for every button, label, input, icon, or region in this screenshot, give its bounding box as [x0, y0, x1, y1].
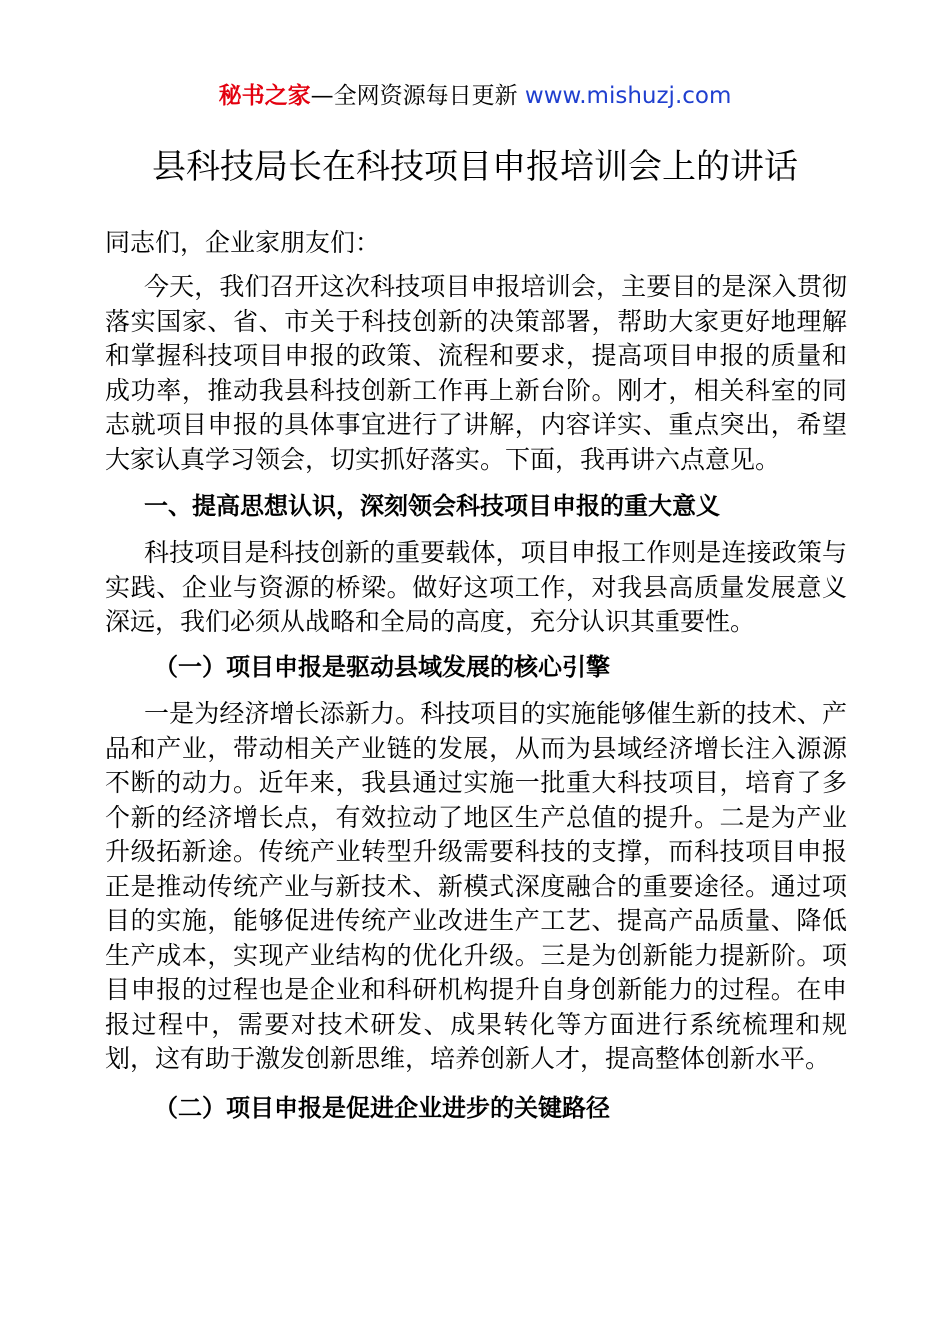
document-title: 县科技局长在科技项目申报培训会上的讲话 — [152, 147, 798, 187]
paragraph-intro: 今天，我们召开这次科技项目申报培训会，主要目的是深入贯彻落实国家、省、市关于科技创新的决策部署，帮助大家更好地理解和掌握科技项目申报的政策、流程和要求，提高项目申报的质量和成功率，推动我县科技创新工作再上新台阶。刚才，相关科室的同志就项目申报的具体事宜进行了讲解，内容详实、重点突出，希望大家认真学习领会，切实抓好落实。下面，我再讲六点意见。 — [105, 272, 847, 474]
site-brand: 秘书之家 — [218, 83, 311, 109]
site-url-link[interactable]: www.mishuzj.com — [524, 83, 732, 109]
site-header — [0, 80, 950, 112]
paragraph-section-1: 科技项目是科技创新的重要载体，项目申报工作则是连接政策与实践、企业与资源的桥梁。做好这项工作，对我县高质量发展意义深远，我们必须从战略和全局的高度，充分认识其重要性。 — [105, 538, 847, 636]
greeting: 同志们，企业家朋友们： — [105, 228, 381, 257]
subsection-heading-1: （一）项目申报是驱动县域发展的核心引擎 — [154, 653, 610, 681]
section-heading-1: 一、提高思想认识，深刻领会科技项目申报的重大意义 — [144, 492, 720, 520]
paragraph-subsection-1: 一是为经济增长添新力。科技项目的实施能够催生新的技术、产品和产业，带动相关产业链的发展，从而为县域经济增长注入源源不断的动力。近年来，我县通过实施一批重大科技项目，培育了多个新的经济增长点，有效拉动了地区生产总值的提升。二是为产业升级拓新途。传统产业转型升级需要科技的支撑，而科技项目申报正是推动传统产业与新技术、新模式深度融合的重要途径。通过项目的实施，能够促进传统产业改进生产工艺、提高产品质量、降低生产成本，实现产业结构的优化升级。三是为创新能力提新阶。项目申报的过程也是企业和科研机构提升自身创新能力的过程。在申报过程中，需要对技术研发、成果转化等方面进行系统梳理和规划，这有助于激发创新思维，培养创新人才，提高整体创新水平。 — [105, 699, 847, 1073]
site-tagline: —全网资源每日更新 — [310, 83, 525, 109]
subsection-heading-2: （二）项目申报是促进企业进步的关键路径 — [154, 1094, 610, 1122]
